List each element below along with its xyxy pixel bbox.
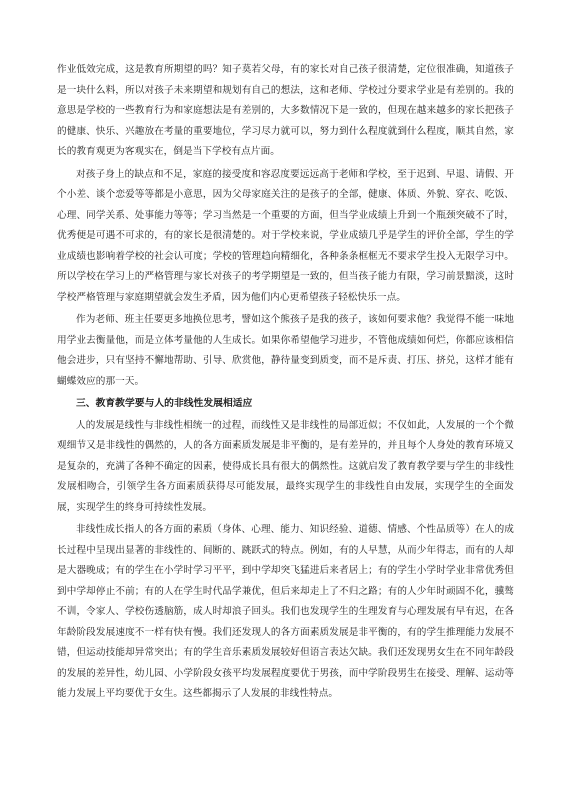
- document-body: [57, 60, 514, 707]
- paragraph-3: 作为老师、班主任要更多地换位思考，譬如这个熊孩子是我的孩子，该如何要求他？我觉得不能一味地用学业去衡量他，而是立体考量他的人生成长。如果你希望他学习进步，不管他成绩如何烂，你都应该相信他会进步，只有坚持不懈地帮助、引导、欣赏他，静待量变到质变，而不是斥责、打压、挤兑，这样才能有蝴蝶效应的那一天。: [57, 314, 514, 387]
- paragraph-5: 非线性成长指人的各方面的素质（身体、心理、能力、知识经验、道德、情感、个性品质等）在人的成长过程中呈现出显著的非线性的、间断的、跳跃式的特点。例如，有的人早慧，从而少年得志，而有的人却是大器晚成；有的学生在小学时学习平平，到中学却突飞猛进后来者居上；有的学生小学时学业非常优秀但到中学却停止不前；有的人在学生时代品学兼优，但后来却走上了不归之路；有的人少年时顽固不化，骥骜不训，令家人、学校伤透脑筋，成人时却浪子回头。我们也发现学生的生理发育与心理发展有早有迟，在各年龄阶段发展速度不一样有快有慢。我们还发现人的各方面素质发展是非平衡的，有的学生推理能力发展不错，但运动技能却异常突出；有的学生音乐素质发展较好但语言表达欠缺。我们还发现男女生在不同年龄段的发展的差异性，幼儿园、小学阶段女孩平均发展程度要优于男孩，而中学阶段男生在接受、理解、运动等能力发展上平均要优于女生。这些都揭示了人发展的非线性特点。: [57, 524, 514, 699]
- paragraph-2: 对孩子身上的缺点和不足，家庭的接受度和容忍度要远远高于老师和学校，至于迟到、早退、请假、开个小差、谈个恋爱等等都是小意思，因为父母家庭关注的是孩子的全部，健康、体质、外貌、穿衣、吃饭、心理、同学关系、处事能力等等；学习当然是一个重要的方面，但当学业成绩上升到一个瓶颈突破不了时，优秀便是可遇不可求的，有的家长是很清楚的。对于学校来说，学业成绩几乎是学生的评价全部，学生的学业成绩也影响着学校的社会认可度；学校的管理趋向精细化，各种条条框框无不要求学生投入无限学习中。所以学校在学习上的严格管理与家长对孩子的考学期望是一致的，但当孩子能力有限，学习前景黯淡，这时学校严格管理与家庭期望就会发生矛盾，因为他们内心更希望孩子轻松快乐一点。: [57, 168, 514, 303]
- section-heading: 三、教育教学要与人的非线性发展相适应: [76, 398, 253, 409]
- paragraph-4: 人的发展是线性与非线性相统一的过程，而线性又是非线性的局部近似；不仅如此，人发展的一个个微观细节又是非线性的偶然的，人的各方面素质发展是非平衡的，是有差异的，并且每个人身处的教育环境又是复杂的，充满了各种不确定的因素，使得成长具有很大的偶然性。这就启发了教育教学要与学生的非线性发展相吻合，引领学生各方面素质获得尽可能发展，最终实现学生的非线性自由发展，实现学生的全面发展，实现学生的终身可持续性发展。: [57, 419, 514, 513]
- paragraph-1: 作业低效完成，这是教育所期望的吗？知子莫若父母，有的家长对自己孩子很清楚，定位很准确，知道孩子是一块什么料，所以对孩子未来期望和规划有自己的想法，这和老师、学校过分要求学业是有差别的。我的意思是学校的一些教育行为和家庭想法是有差别的，大多数情况下是一致的，但现在越来越多的家长把孩子的健康、快乐、兴趣放在考量的重要地位，学习尽力就可以，努力到什么程度就到什么程度，顺其自然，家长的教育观更为客观实在，倒是当下学校有点片面。: [57, 64, 514, 157]
